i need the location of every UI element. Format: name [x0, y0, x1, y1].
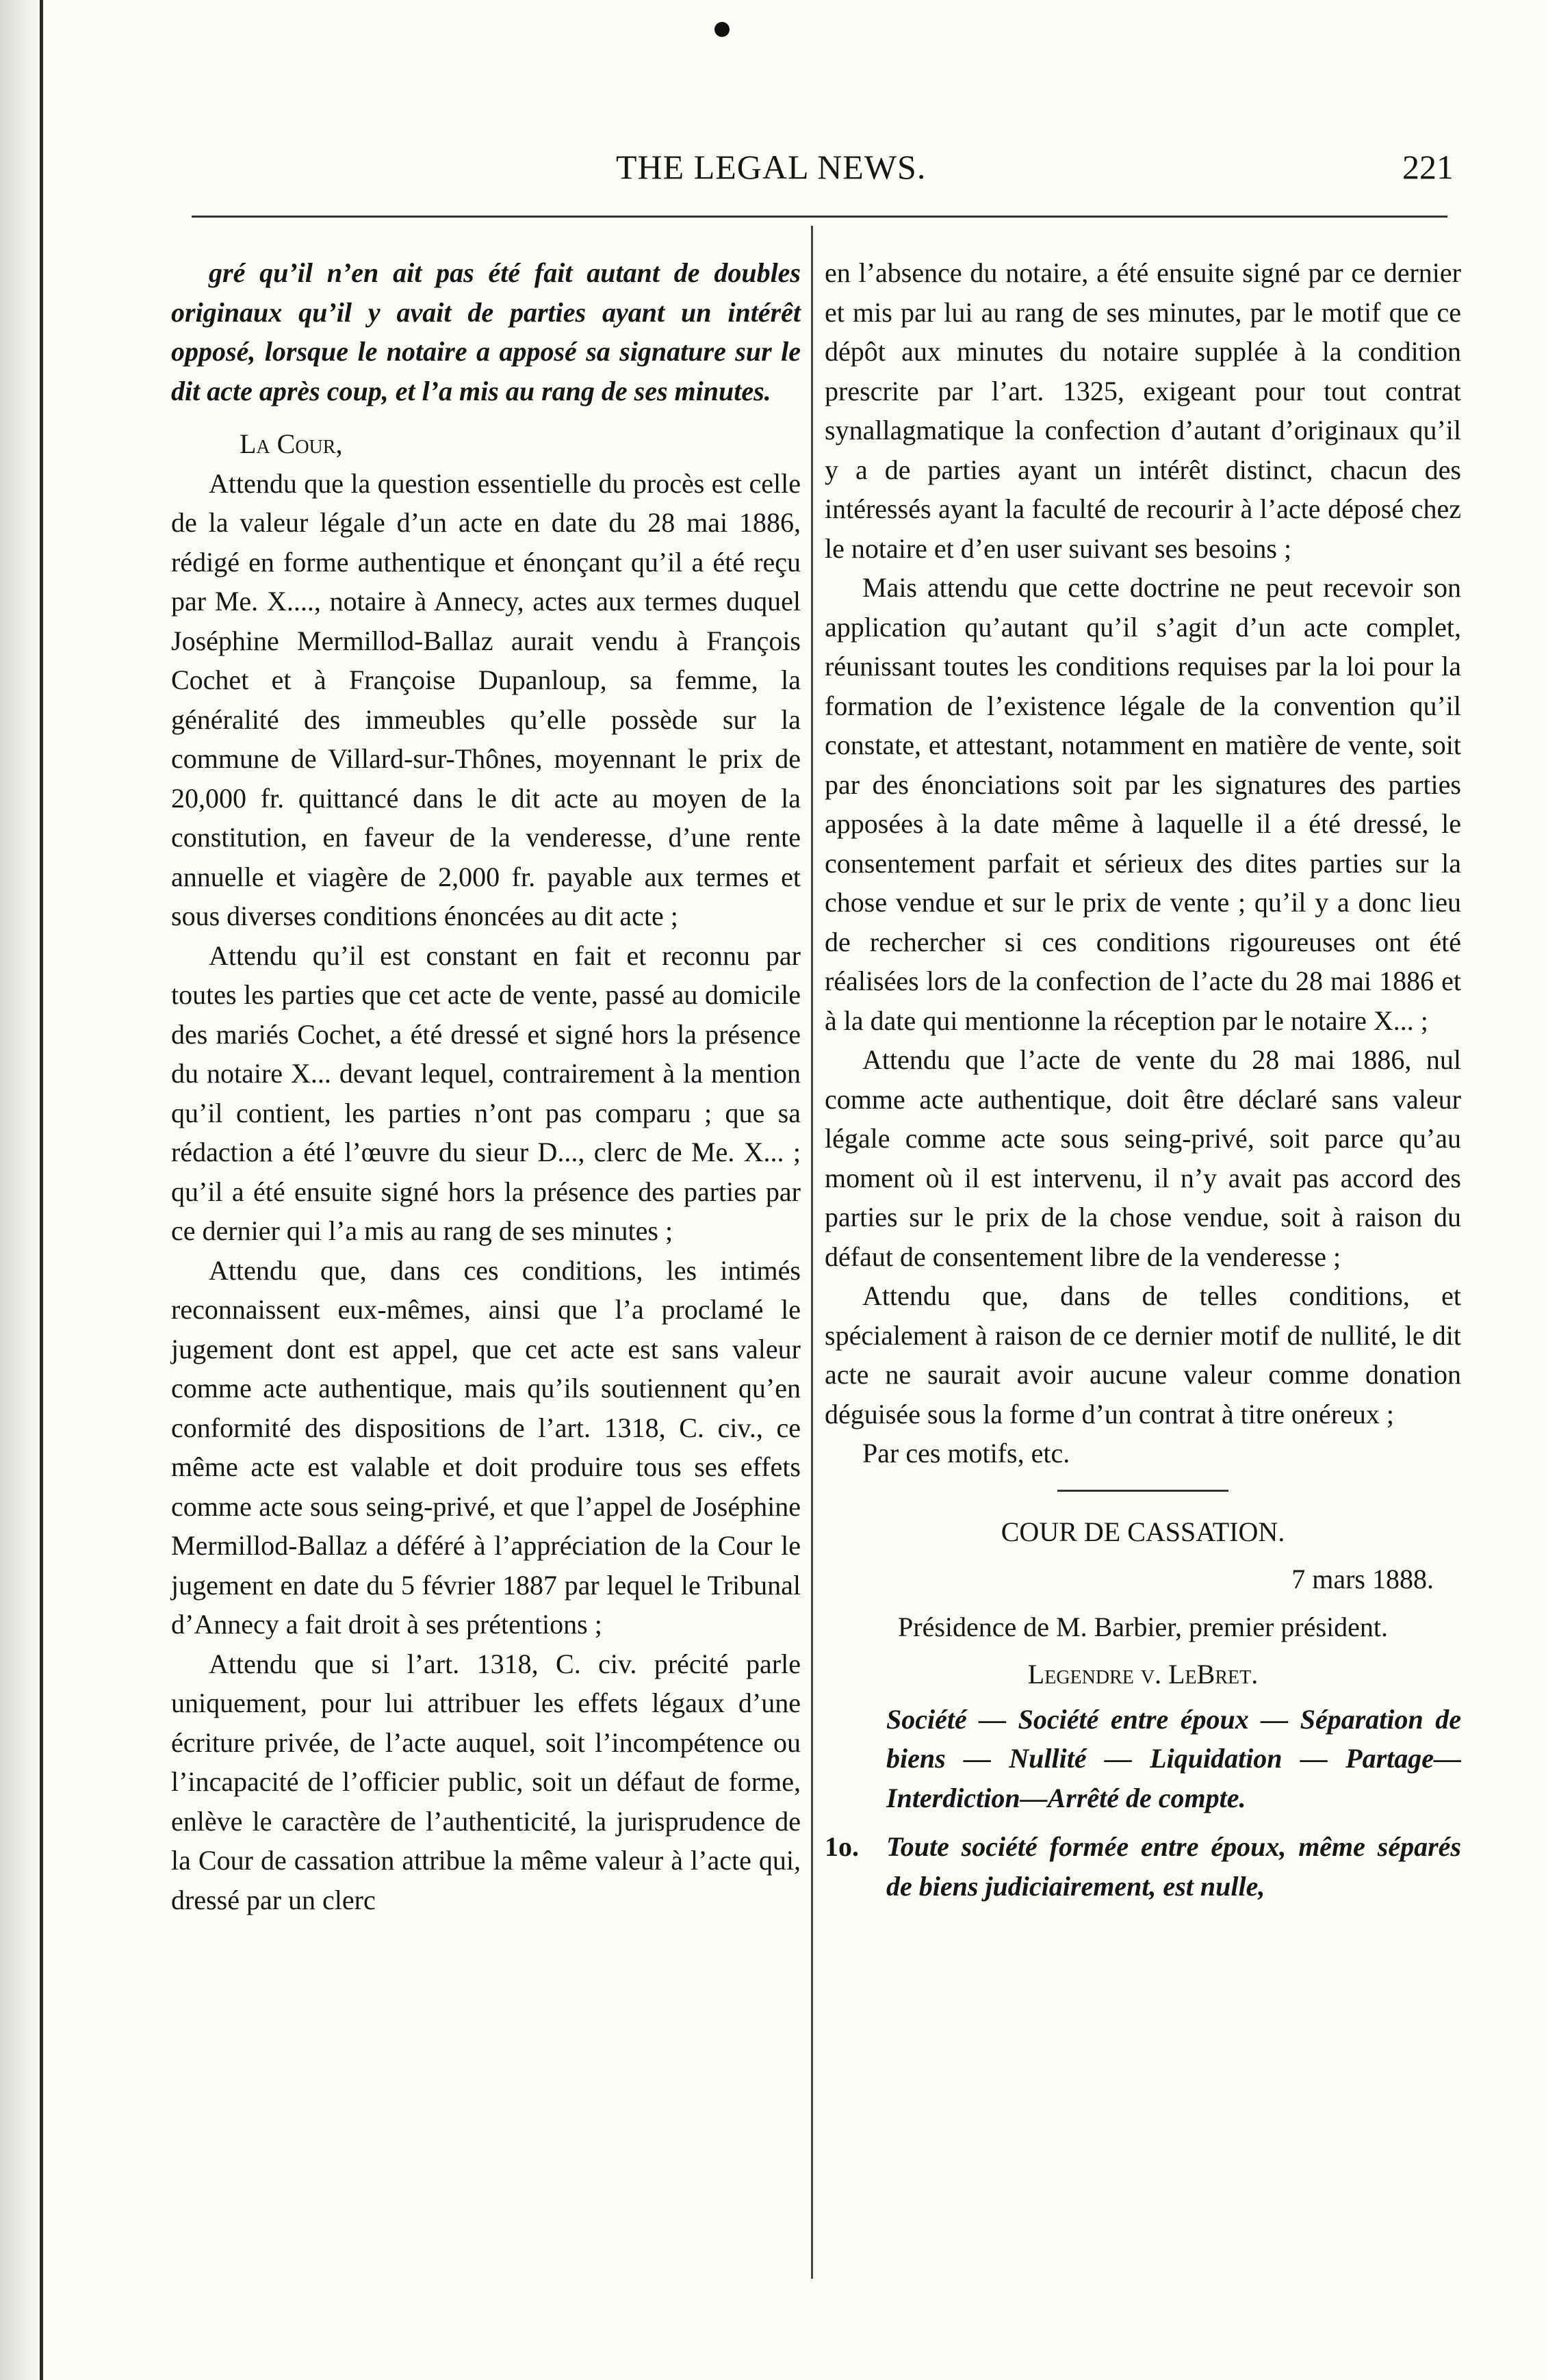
- case-title: Legendre v. LeBret.: [1027, 1659, 1259, 1690]
- court-heading: COUR DE CASSATION.: [1001, 1516, 1285, 1547]
- section-rule: [1057, 1490, 1228, 1492]
- page-number: 221: [1402, 148, 1454, 186]
- decision-date: 7 mars 1888.: [1291, 1564, 1434, 1594]
- right-column: [825, 253, 1461, 1906]
- column-divider: [811, 226, 813, 2279]
- holding-number: 1o.: [825, 1831, 859, 1862]
- binding-rule: [40, 0, 43, 2380]
- paragraph: Attendu qu’il est constant en fait et reconnu par toutes les parties que cet acte de vente, passé au domicile des mariés Cochet, a été dressé et signé hors la présence du notaire X... devant lequel, contrairement à la mention qu’il contient, les parties n’ont pas comparu ; que sa rédaction a été l’œuvre du sieur D..., clerc de Me. X... ; qu’il a été ensuite signé hors la présence des parties par ce dernier qui l’a mis au rang de ses minutes ;: [171, 940, 801, 1246]
- paragraph: Attendu que la question essentielle du procès est celle de la valeur légale d’un acte en date du 28 mai 1886, rédigé en forme authentique et énonçant qu’il a été reçu par Me. X...., notaire à Annecy, actes aux termes duquel Joséphine Mermillod-Ballaz aurait vendu à François Cochet et à Françoise Dupanloup, sa femme, la généralité des immeubles qu’elle possède sur la commune de Villard-sur-Thônes, moyennant le prix de 20,000 fr. quittancé dans le dit acte au moyen de la constitution, en faveur de la venderesse, d’une rente annuelle et viagère de 2,000 fr. payable aux termes et sous diverses conditions énoncées au dit acte ;: [171, 467, 801, 931]
- header-rule: [192, 216, 1447, 218]
- journal-title: THE LEGAL NEWS.: [616, 148, 927, 186]
- paragraph: en l’absence du notaire, a été ensuite signé par ce dernier et mis par lui au rang de ses minutes, par le motif que ce dépôt aux minutes du notaire supplée à la condition prescrite par l’art. 1325, exigeant pour tout contrat synallagmatique la confection d’autant d’originaux qu’il y a de parties ayant un intérêt distinct, chacun des intéressés ayant la faculté de recourir à l’acte déposé chez le notaire et d’en user suivant ses besoins ;: [825, 257, 1461, 564]
- paragraph: Attendu que, dans de telles conditions, et spécialement à raison de ce dernier motif de nullité, le dit acte ne saurait avoir aucune valeur comme donation déguisée sous la forme d’un contrat à titre onéreux ;: [825, 1280, 1461, 1430]
- paragraph: Mais attendu que cette doctrine ne peut recevoir son application qu’autant qu’il s’agit d’un acte complet, réunissant toutes les conditions requises par la loi pour la formation de l’existence légale de la convention qu’il constate, et attestant, notamment en matière de vente, soit par des énonciations soit par les signatures des parties apposées à la date même à laquelle il a été dressé, le consentement parfait et sérieux des dites parties sur la chose vendue et sur le prix de vente ; qu’il y a donc lieu de rechercher si ces conditions rigoureuses ont été réalisées lors de la confection de l’acte du 28 mai 1886 et à la date qui mentionne la réception par le notaire X... ;: [825, 572, 1461, 1036]
- paragraph: Attendu que, dans ces conditions, les intimés reconnaissent eux-mêmes, ainsi que l’a proclamé le jugement dont est appel, que cet acte est sans valeur comme acte authentique, mais qu’ils soutiennent qu’en conformité des dispositions de l’art. 1318, C. civ., ce même acte est valable et doit produire tous ses effets comme acte sous seing-privé, et que l’appel de Joséphine Mermillod-Ballaz a déféré à l’appréciation de la Cour le jugement en date du 5 février 1887 par lequel le Tribunal d’Annecy a fait droit à ses prétentions ;: [171, 1254, 801, 1640]
- presidency-line: Présidence de M. Barbier, premier président.: [898, 1611, 1388, 1642]
- intro-summary: gré qu’il n’en ait pas été fait autant de doubles originaux qu’il y avait de parties ayant un intérêt opposé, lorsque le notaire a apposé sa signature sur le dit acte après coup, et l’a mis au rang de ses minutes.: [171, 257, 801, 406]
- paragraph: Attendu que si l’art. 1318, C. civ. précité parle uniquement, pour lui attribuer les effets légaux d’une écriture privée, de l’acte auquel, soit l’incompétence ou l’incapacité de l’officier public, soit un défaut de forme, enlève le caractère de l’authenticité, la jurisprudence de la Cour de cassation attribue la même valeur à l’acte qui, dressé par un clerc: [171, 1648, 801, 1915]
- page-header: [164, 147, 1465, 195]
- ink-dot: [714, 22, 730, 37]
- case-keywords: Société — Société entre époux — Séparation de biens — Nullité — Liquidation — Partage— Interdiction—Arrêté de compte.: [886, 1703, 1461, 1813]
- la-cour-heading: La Cour,: [240, 428, 343, 459]
- left-column: [171, 253, 801, 1919]
- holding-text: Toute société formée entre époux, même séparés de biens judiciairement, est nulle,: [886, 1831, 1461, 1902]
- paragraph: Attendu que l’acte de vente du 28 mai 1886, nul comme acte authentique, doit être déclaré sans valeur légale comme acte sous seing-privé, soit parce qu’au moment où il est intervenu, il n’y avait pas accord des parties sur le prix de la chose vendue, soit à raison du défaut de consentement libre de la venderesse ;: [825, 1044, 1461, 1272]
- paragraph: Par ces motifs, etc.: [862, 1438, 1070, 1469]
- holding: [825, 1827, 1461, 1906]
